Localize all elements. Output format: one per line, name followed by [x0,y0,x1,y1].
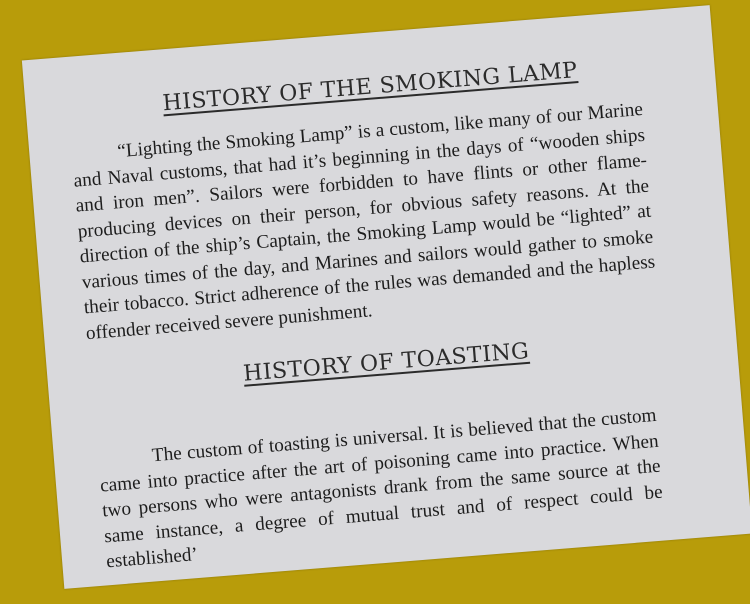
section-heading-toasting: HISTORY OF TOASTING [242,338,531,387]
document-page [22,5,750,589]
section-heading-smoking-lamp: HISTORY OF THE SMOKING LAMP [161,58,579,117]
section-body-toasting: The custom of toasting is universal. It is believed that the custom came into practice after the art of poisoning came into practice. When two persons who were antagonists drank from the same source at the same instance, a degree of mutual trust and of respect could be established’ [99,404,664,573]
section-body-smoking-lamp: “Lighting the Smoking Lamp” is a custom, like many of our Marine and Naval customs, that had it’s beginning in the days of “wooden ships and iron men”. Sailors were forbidden to have flints or other flame-producing devices on their person, for obvious safety reasons. At the direction of the ship’s Captain, the Smoking Lamp would be “lighted” at various times of the day, and Marines and sailors would gather to smoke their tobacco. Strict adherence of the rules was demanded and the hapless offender received severe punishment. [72,98,656,344]
